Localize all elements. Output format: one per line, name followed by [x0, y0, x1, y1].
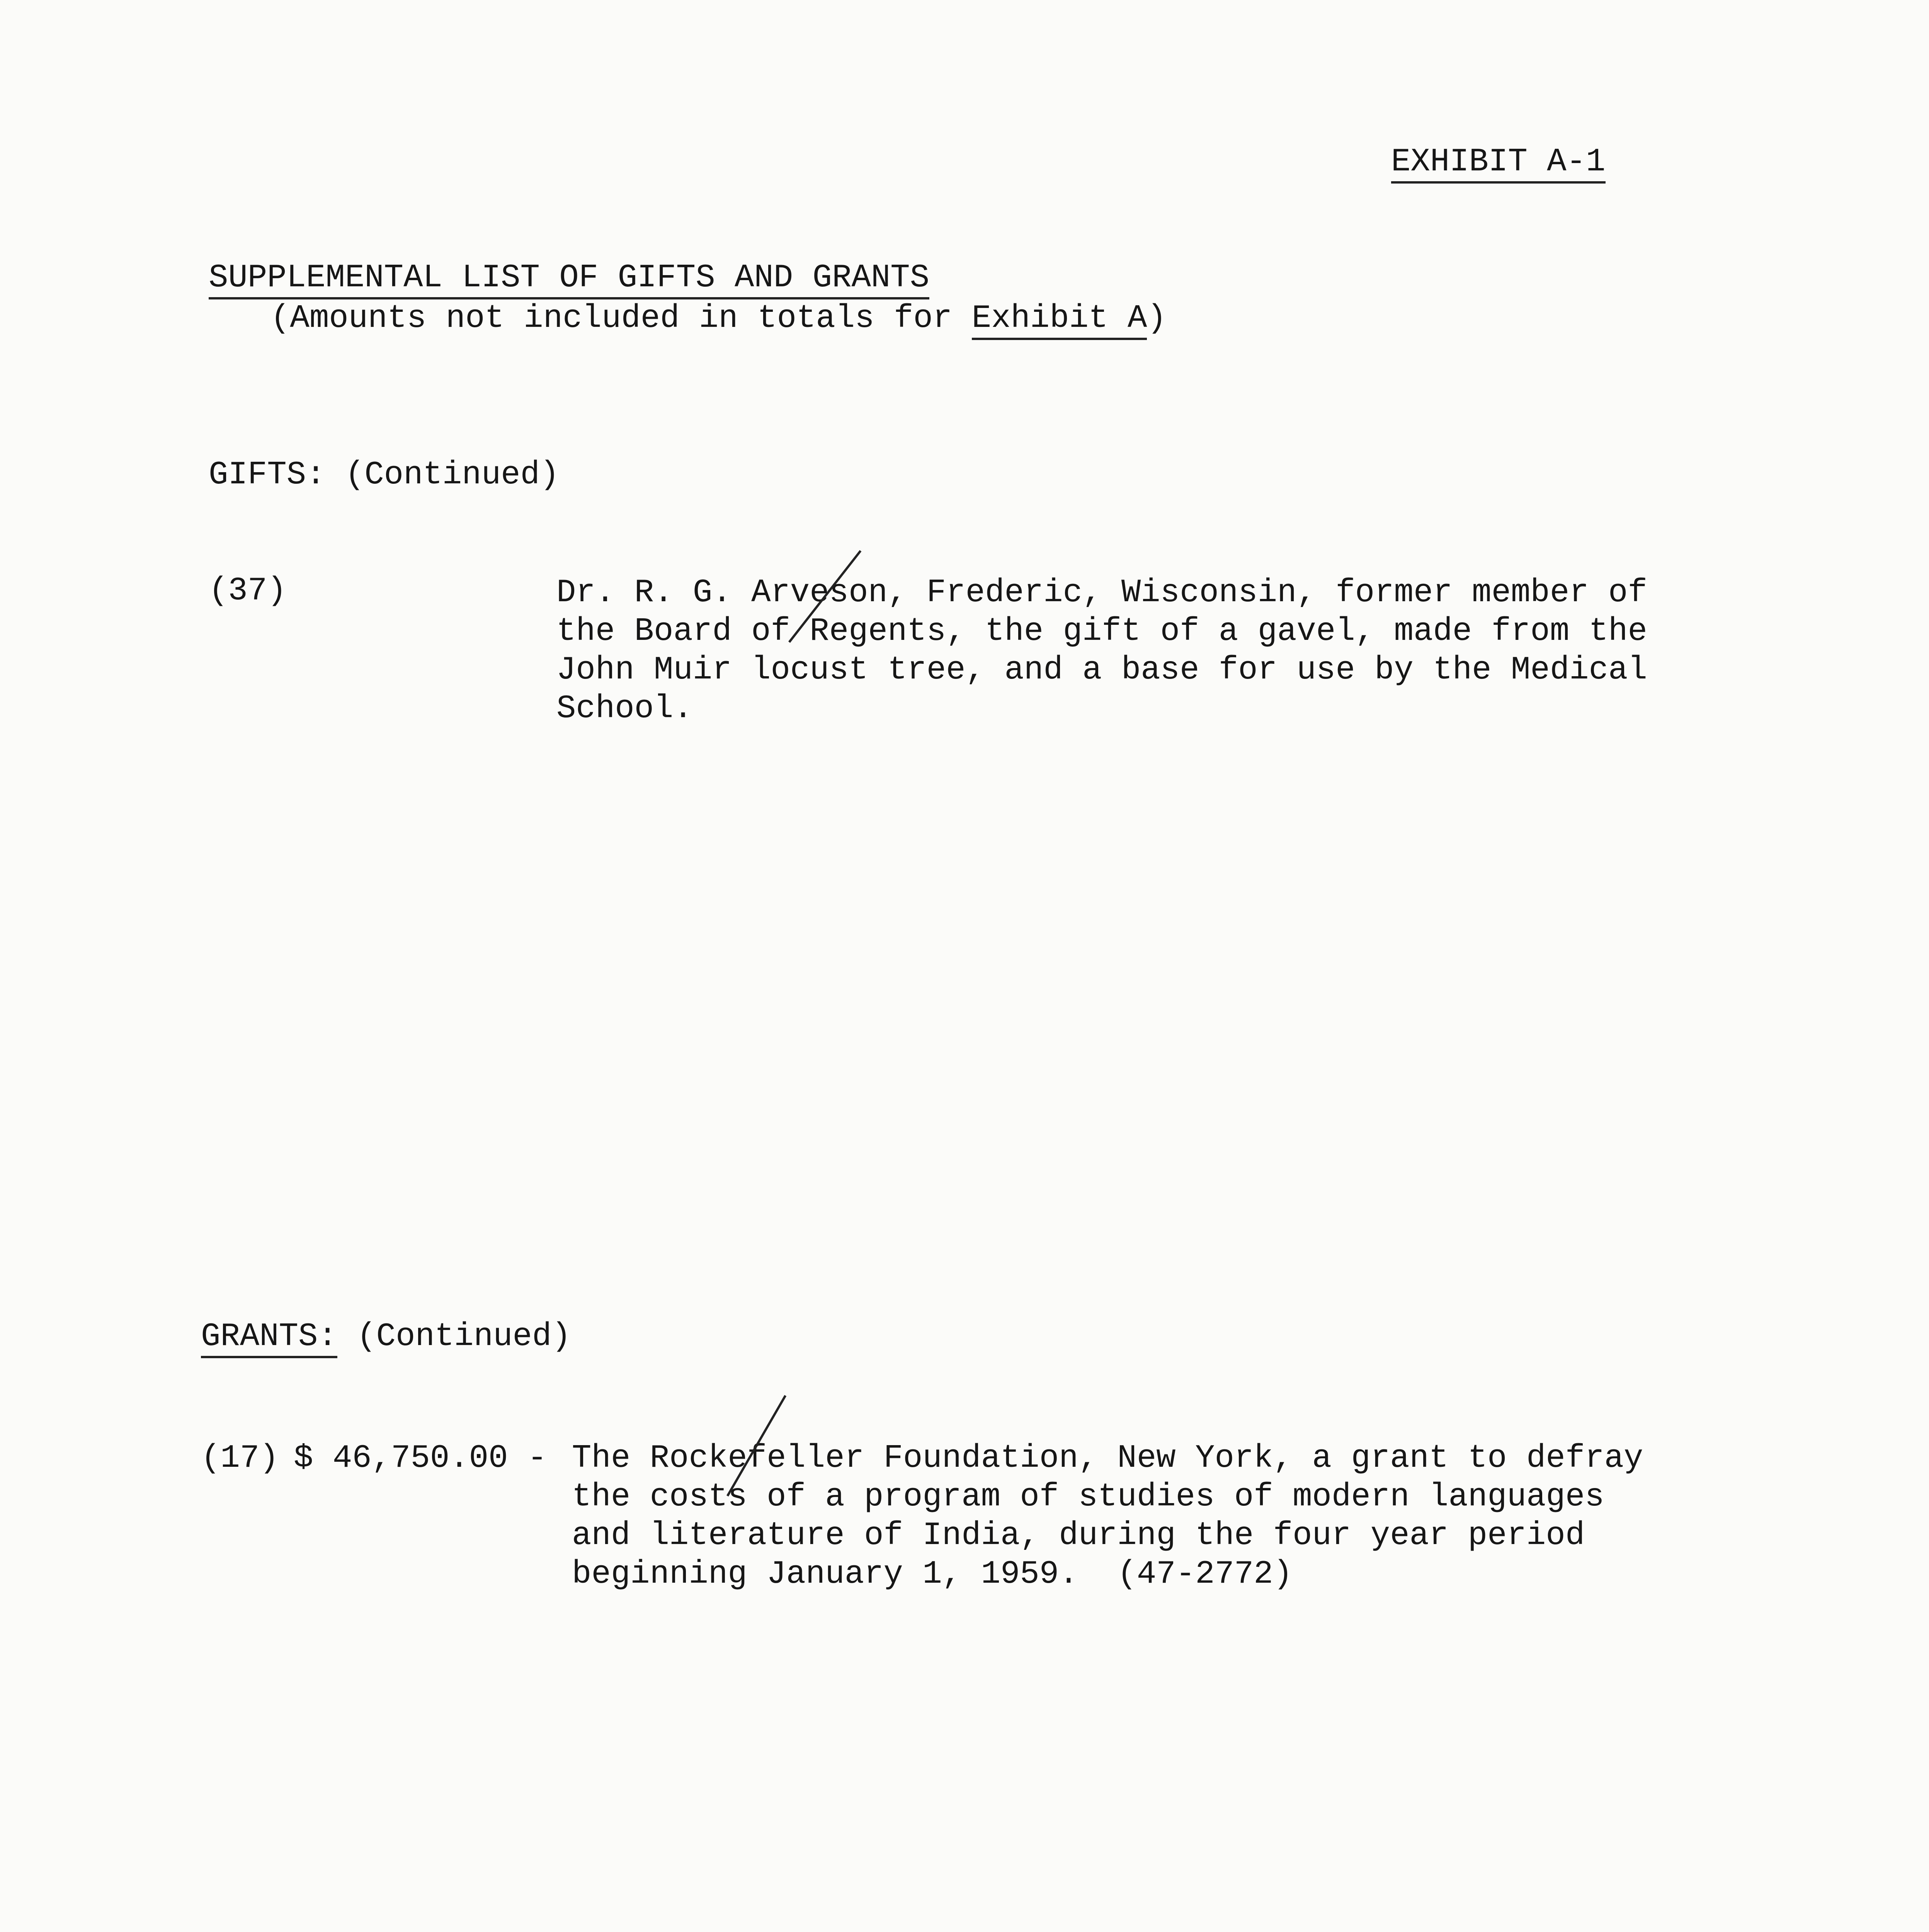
exhibit-label-top-text: EXHIBIT A-1 [1391, 144, 1606, 184]
grants-heading-label: GRANTS: [201, 1318, 337, 1358]
exhibit-label-top [1391, 143, 1606, 182]
gifts-heading [209, 456, 559, 495]
document-subtitle-prefix: (Amounts not included in totals for [270, 300, 972, 337]
document-title [209, 259, 929, 298]
grants-heading [201, 1318, 571, 1356]
grant-item-dash: - [527, 1440, 547, 1477]
grant-item-number: (17) [201, 1440, 279, 1477]
gift-item-text: Dr. R. G. Arveson, Frederic, Wisconsin, former member of the Board of Regents, the gift of a gavel, made from the John Muir locust tree, and a base for use by the Medical School. [556, 575, 1647, 727]
document-subtitle [270, 299, 1167, 338]
gifts-heading-label: GIFTS: [209, 457, 326, 493]
document-title-text: SUPPLEMENTAL LIST OF GIFTS AND GRANTS [209, 260, 929, 299]
gift-item-number: (37) [209, 573, 287, 609]
document-subtitle-suffix: ) [1147, 300, 1167, 337]
gifts-heading-suffix: (Continued) [325, 457, 560, 493]
grant-item-text: The Rockefeller Foundation, New York, a grant to defray the costs of a program of studies of modern languages and literature of India, during the four year period beginning January 1, 1959. (47-2772) [572, 1440, 1643, 1593]
grant-item-amount: $ 46,750.00 [294, 1440, 508, 1477]
grants-heading-suffix: (Continued) [337, 1318, 571, 1355]
document-subtitle-link: Exhibit A [972, 300, 1147, 340]
